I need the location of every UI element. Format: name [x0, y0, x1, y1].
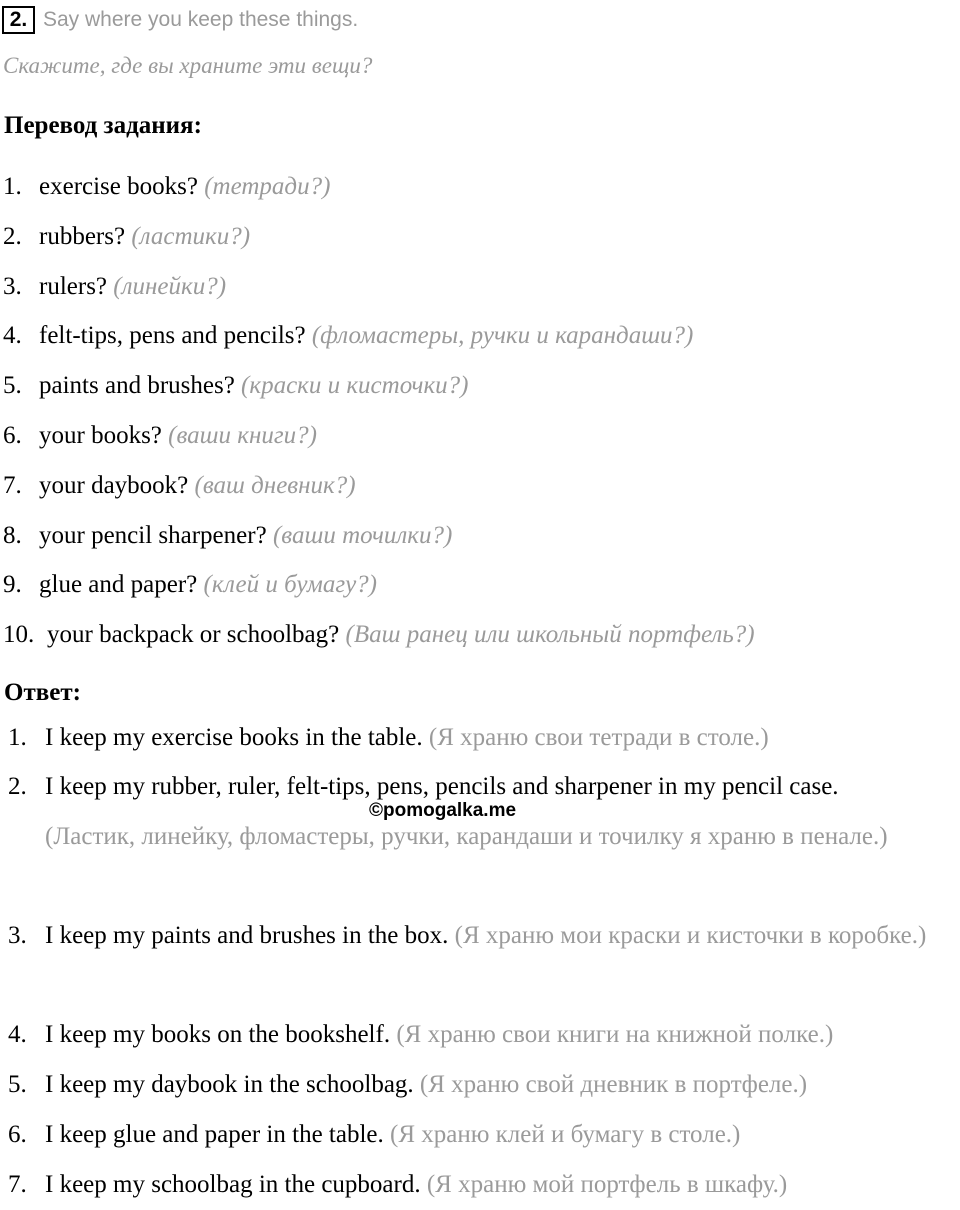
question-text: paints and brushes? [39, 372, 235, 399]
question-translation: (ваши точилки?) [272, 522, 453, 549]
question-text: your books? [39, 422, 162, 449]
answer-number: 6. [8, 1121, 27, 1148]
answer-text: I keep my daybook in the schoolbag. [45, 1071, 414, 1098]
task-instruction-translation: Скажите, где вы храните эти вещи? [3, 53, 373, 78]
answer-number: 4. [8, 1021, 27, 1048]
answer-heading: Ответ: [4, 679, 81, 706]
answer-item [8, 1060, 960, 1110]
answer-number: 7. [8, 1171, 27, 1198]
question-translation: (ластики?) [131, 223, 251, 250]
translation-heading: Перевод задания: [4, 112, 202, 139]
answer-text: I keep my books on the bookshelf. [45, 1021, 391, 1048]
answer-number: 3. [8, 922, 27, 949]
answer-body [45, 1060, 960, 1110]
answer-text: I keep glue and paper in the table. [45, 1121, 384, 1148]
question-translation: (тетради?) [204, 173, 331, 200]
question-number: 2. [3, 223, 22, 250]
question-translation: (фломастеры, ручки и карандаши?) [311, 322, 694, 349]
question-translation: (клей и бумагу?) [203, 571, 378, 598]
answer-translation: (Я храню свои тетради в столе.) [428, 724, 769, 751]
question-item [3, 320, 693, 352]
task-number: 2. [2, 6, 35, 34]
answer-body [45, 1010, 960, 1060]
question-number: 9. [3, 571, 22, 598]
answer-body [45, 1160, 960, 1210]
answer-text: I keep my exercise books in the table. [45, 724, 423, 751]
answer-translation: (Я храню свой дневник в портфеле.) [419, 1071, 808, 1098]
question-number: 10. [3, 621, 35, 648]
answer-item [8, 1110, 960, 1160]
question-number: 1. [3, 173, 22, 200]
task-instruction: Say where you keep these things. [43, 8, 359, 31]
question-text: rubbers? [39, 223, 126, 250]
answer-number: 2. [8, 773, 27, 800]
question-item [3, 221, 250, 253]
question-text: exercise books? [39, 173, 198, 200]
question-text: glue and paper? [39, 571, 198, 598]
question-item [3, 569, 377, 601]
answer-body [45, 713, 960, 763]
answer-item [8, 1010, 960, 1060]
question-text: your backpack or schoolbag? [47, 621, 340, 648]
question-text: your pencil sharpener? [39, 522, 267, 549]
answer-translation: (Я храню мои краски и кисточки в коробке.) [454, 922, 927, 949]
answer-text: I keep my rubber, ruler, felt-tips, pens, pencils and sharpener in my pencil case. [45, 773, 839, 800]
answer-translation: (Я храню свои книги на книжной полке.) [396, 1021, 834, 1048]
question-item [3, 520, 452, 552]
answer-item [8, 713, 960, 763]
question-translation: (краски и кисточки?) [241, 372, 469, 399]
answer-body [45, 1110, 960, 1160]
question-number: 6. [3, 422, 22, 449]
question-item [3, 370, 469, 402]
answer-number: 5. [8, 1071, 27, 1098]
answer-translation: (Ластик, линейку, фломастеры, ручки, карандаши и точилку я храню в пенале.) [45, 823, 888, 850]
answer-item [8, 911, 960, 961]
question-number: 5. [3, 372, 22, 399]
question-text: felt-tips, pens and pencils? [39, 322, 306, 349]
answer-text: I keep my paints and brushes in the box. [45, 922, 449, 949]
answer-number: 1. [8, 724, 27, 751]
question-text: your daybook? [39, 472, 189, 499]
answer-text: I keep my schoolbag in the cupboard. [45, 1171, 421, 1198]
question-translation: (Ваш ранец или школьный портфель?) [345, 621, 755, 648]
question-number: 4. [3, 322, 22, 349]
answer-translation: (Я храню клей и бумагу в столе.) [390, 1121, 741, 1148]
question-translation: (линейки?) [113, 273, 227, 300]
answer-translation: (Я храню мой портфель в шкафу.) [426, 1171, 788, 1198]
watermark: ©pomogalka.me [369, 800, 517, 821]
question-number: 7. [3, 472, 22, 499]
answer-item [8, 1160, 960, 1210]
question-item [3, 271, 226, 303]
question-item [3, 619, 755, 651]
question-number: 3. [3, 273, 22, 300]
question-item [3, 171, 330, 203]
question-text: rulers? [39, 273, 108, 300]
answer-body [45, 911, 960, 961]
question-translation: (ваш дневник?) [194, 472, 356, 499]
question-number: 8. [3, 522, 22, 549]
question-translation: (ваши книги?) [168, 422, 317, 449]
task-header [2, 4, 358, 36]
question-item [3, 420, 317, 452]
question-item [3, 470, 356, 502]
